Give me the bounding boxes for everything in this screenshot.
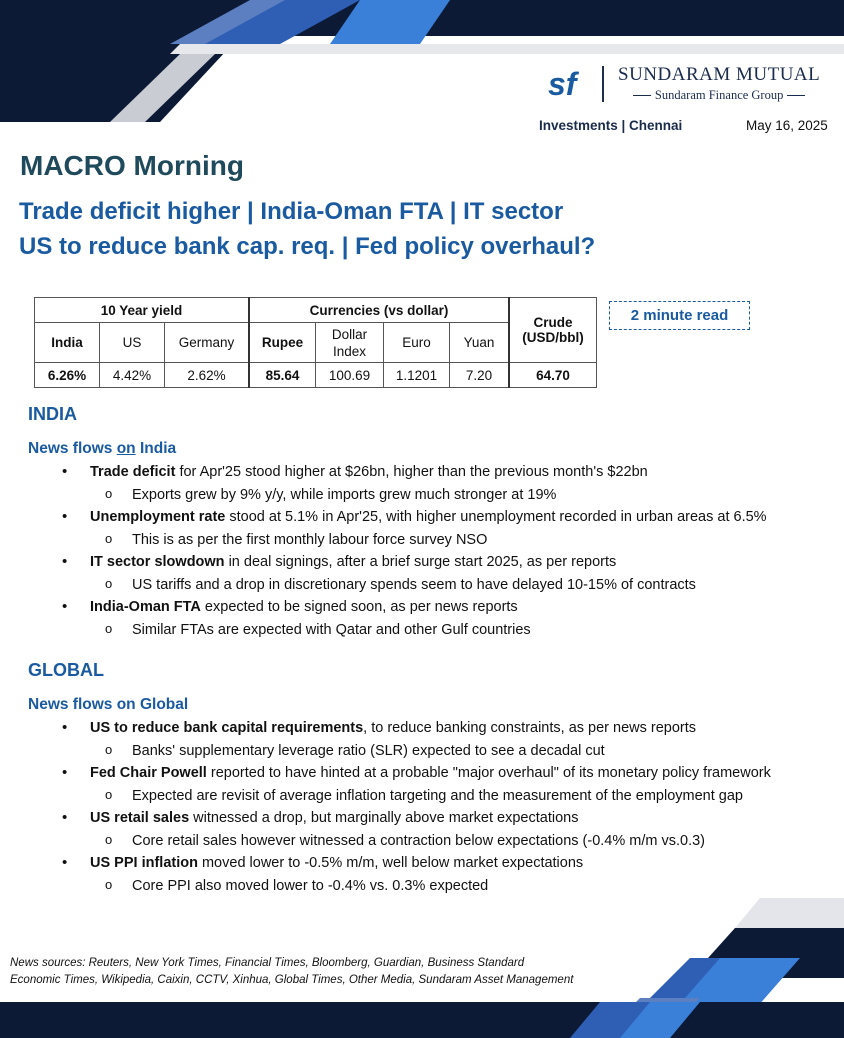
yield-group-header: 10 Year yield: [35, 298, 250, 323]
list-item: • IT sector slowdown in deal signings, after a brief surge start 2025, as per reports: [0, 551, 767, 574]
val-india-yield: 6.26%: [35, 363, 100, 388]
list-item: • US to reduce bank capital requirements, to reduce banking constraints, as per news reports: [0, 717, 771, 740]
page-title: MACRO Morning: [20, 150, 244, 181]
subsection-global: News flows on Global: [28, 696, 189, 713]
val-crude: 64.70: [509, 363, 597, 388]
department-label: Investments | Chennai: [539, 118, 683, 133]
list-item: • Trade deficit for Apr'25 stood higher at $26bn, higher than the previous month's $22bn: [0, 461, 767, 484]
top-banner: [0, 0, 844, 122]
list-subitem: o US tariffs and a drop in discretionary spends seem to have delayed 10-15% of contracts: [0, 574, 767, 597]
svg-text:sf: sf: [548, 65, 577, 102]
report-date: May 16, 2025: [746, 118, 828, 133]
news-sources: News sources: Reuters, New York Times, Financial Times, Bloomberg, Guardian, Business Standard Economic Times, Wikipedia, Caixin, CCTV, Xinhua, Global Times, Other Media, Sundaram Asset Management: [10, 957, 574, 986]
list-item: • India-Oman FTA expected to be signed soon, as per news reports: [0, 596, 767, 619]
section-global: GLOBAL: [28, 660, 104, 680]
list-item: • Fed Chair Powell reported to have hinted at a probable "major overhaul" of its monetary policy framework: [0, 762, 771, 785]
col-yuan: Yuan: [450, 323, 510, 363]
col-euro: Euro: [384, 323, 450, 363]
col-india: India: [35, 323, 100, 363]
val-euro: 1.1201: [384, 363, 450, 388]
list-subitem: o Core PPI also moved lower to -0.4% vs. 0.3% expected: [0, 875, 771, 898]
list-subitem: o This is as per the first monthly labour force survey NSO: [0, 529, 767, 552]
brand-logo: [546, 64, 820, 103]
india-news-list: [0, 461, 767, 641]
global-news-list: [0, 717, 771, 897]
col-germany: Germany: [165, 323, 250, 363]
headline-1: Trade deficit higher | India-Oman FTA | IT sector: [19, 198, 564, 225]
col-dollar-index: Dollar Index: [316, 323, 384, 363]
val-dollar-index: 100.69: [316, 363, 384, 388]
list-item: • US retail sales witnessed a drop, but marginally above market expectations: [0, 807, 771, 830]
col-rupee: Rupee: [249, 323, 316, 363]
currencies-group-header: Currencies (vs dollar): [249, 298, 509, 323]
list-subitem: o Banks' supplementary leverage ratio (SLR) expected to see a decadal cut: [0, 740, 771, 763]
sf-logo-icon: [546, 66, 590, 102]
crude-header: Crude (USD/bbl): [509, 298, 597, 363]
list-subitem: o Core retail sales however witnessed a contraction below expectations (-0.4% m/m vs.0.3): [0, 830, 771, 853]
val-germany-yield: 2.62%: [165, 363, 250, 388]
section-india: INDIA: [28, 404, 77, 424]
list-subitem: o Exports grew by 9% y/y, while imports grew much stronger at 19%: [0, 484, 767, 507]
val-yuan: 7.20: [450, 363, 510, 388]
headline-2: US to reduce bank cap. req. | Fed policy overhaul?: [19, 233, 596, 260]
list-subitem: o Similar FTAs are expected with Qatar and other Gulf countries: [0, 619, 767, 642]
brand-subtitle: Sundaram Finance Group: [629, 88, 809, 103]
logo-divider: [602, 66, 604, 102]
list-item: • Unemployment rate stood at 5.1% in Apr'25, with higher unemployment recorded in urban areas at 6.5%: [0, 506, 767, 529]
list-item: • US PPI inflation moved lower to -0.5% m/m, well below market expectations: [0, 852, 771, 875]
market-data-table: [34, 297, 597, 388]
val-us-yield: 4.42%: [100, 363, 165, 388]
val-rupee: 85.64: [249, 363, 316, 388]
col-us: US: [100, 323, 165, 363]
list-subitem: o Expected are revisit of average inflation targeting and the measurement of the employment gap: [0, 785, 771, 808]
read-time-badge: 2 minute read: [609, 301, 750, 330]
brand-name: SUNDARAM MUTUAL: [618, 64, 821, 85]
subsection-india: News flows on India: [28, 440, 177, 457]
